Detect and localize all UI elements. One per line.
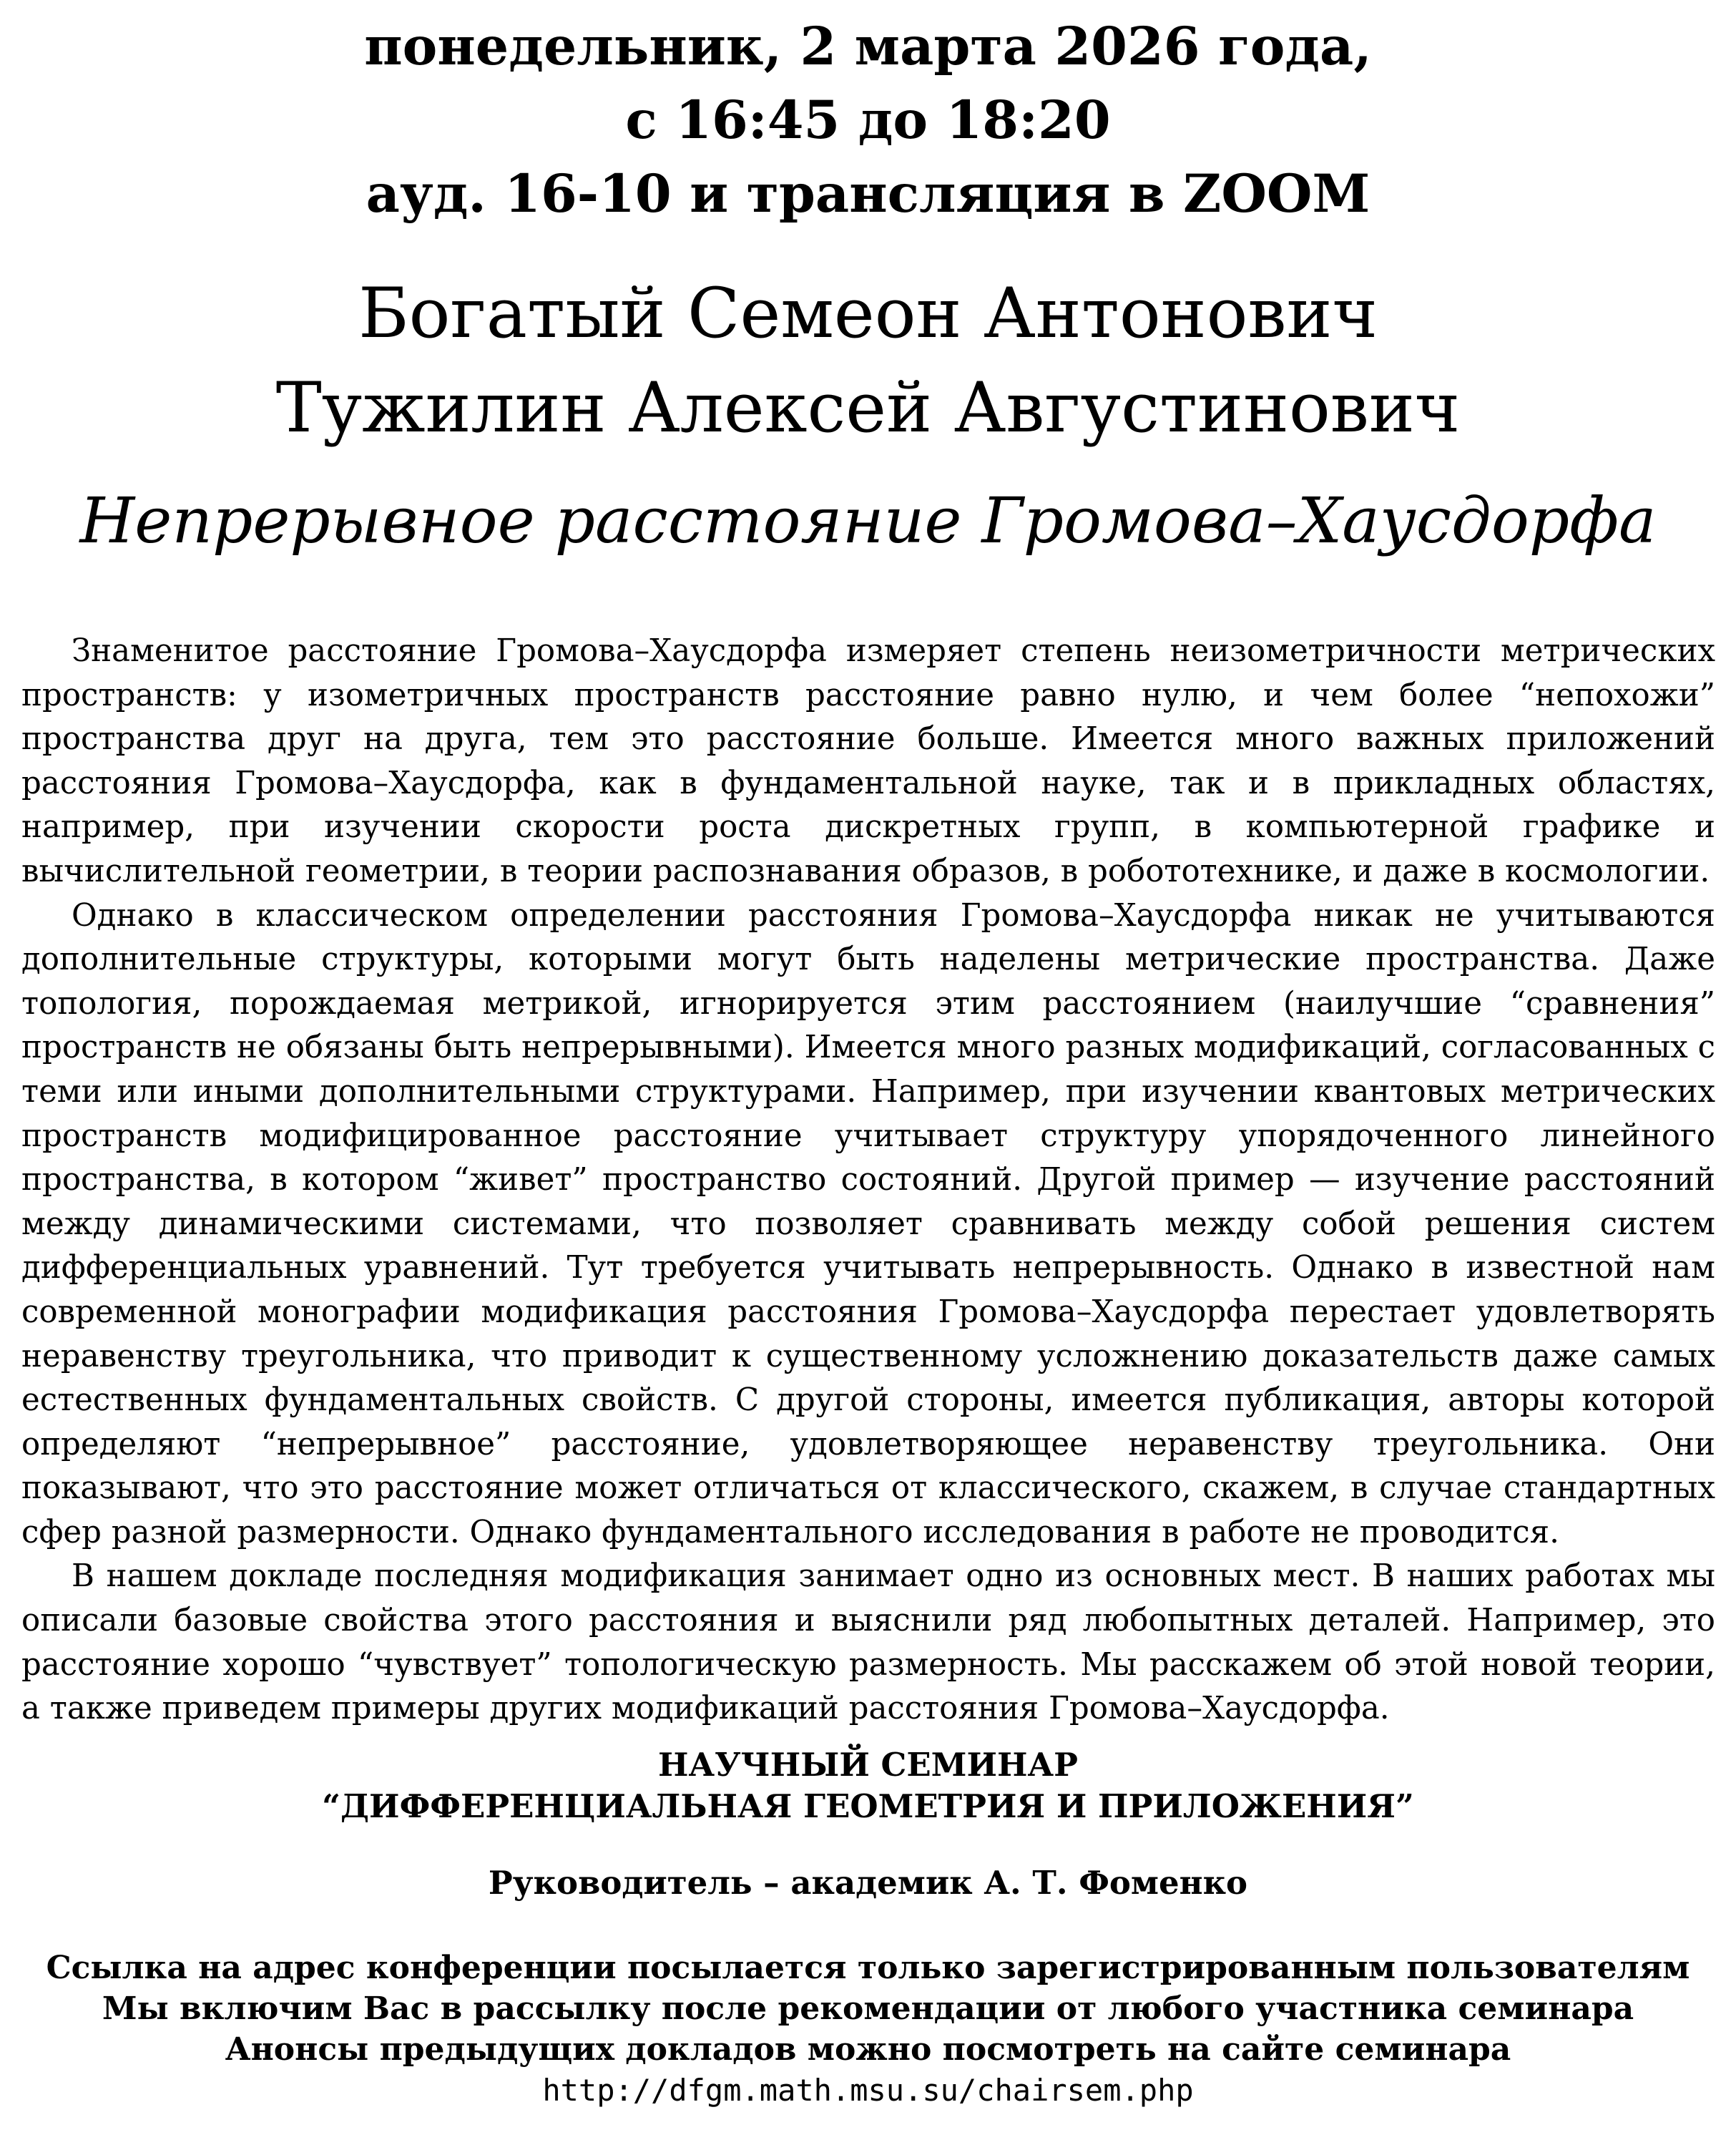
- abstract-paragraph: Однако в классическом определении расстояния Громова–Хаусдорфа никак не учитываются дополнительные структуры, которыми могут быть наделены метрические пространства. Даже топология, порождаемая метрикой, игнорируется этим расстоянием (наилучшие “сравнения” пространств не обязаны быть непрерывными). Имеется много разных модификаций, согласованных с теми или иными дополнительными структурами. Например, при изучении квантовых метрических пространств модифицированное расстояние учитывает структуру упорядоченного линейного пространства, в котором “живет” пространство состояний. Другой пример — изучение расстояний между динамическими системами, что позволяет сравнивать между собой решения систем дифференциальных уравнений. Тут требуется учитывать непрерывность. Однако в известной нам современной монографии модификация расстояния Громова–Хаусдорфа перестает удовлетворять неравенству треугольника, что приводит к существенному усложнению доказательств даже самых естественных фундаментальных свойств. С другой стороны, имеется публикация, авторы которой определяют “непрерывное” расстояние, удовлетворяющее неравенству треугольника. Они показывают, что это расстояние может отличаться от классического, скажем, в случае стандартных сфер разной размерности. Однако фундаментального исследования в работе не проводится.: [21, 897, 1715, 1550]
- abstract-paragraph: В нашем докладе последняя модификация занимает одно из основных мест. В наших работах мы описали базовые свойства этого расстояния и выяснили ряд любопытных деталей. Например, это расстояние хорошо “чувствует” топологическую размерность. Мы расскажем об этой новой теории, а также приведем примеры других модификаций расстояния Громова–Хаусдорфа.: [21, 1558, 1715, 1727]
- seminar-url-link[interactable]: http://dfgm.math.msu.su/chairsem.php: [542, 2073, 1194, 2108]
- info-line: Анонсы предыдущих докладов можно посмотреть на сайте семинара: [225, 2031, 1511, 2068]
- seminar-info: [0, 1948, 1736, 2070]
- speakers: [0, 266, 1736, 455]
- event-header: [0, 10, 1736, 231]
- event-location: ауд. 16-10 и трансляция в ZOOM: [366, 163, 1370, 225]
- seminar-head: Руководитель – академик А. Т. Фоменко: [488, 1864, 1248, 1902]
- seminar-title: “ДИФФЕРЕНЦИАЛЬНАЯ ГЕОМЕТРИЯ И ПРИЛОЖЕНИЯ”: [322, 1787, 1414, 1825]
- info-line: Ссылка на адрес конференции посылается только зарегистрированным пользователям: [46, 1950, 1690, 1986]
- speaker-name: Тужилин Алексей Августинович: [275, 368, 1461, 448]
- abstract-paragraph: Знаменитое расстояние Громова–Хаусдорфа измеряет степень неизометричности метрических пространств: у изометричных пространств расстояние равно нулю, и чем более “непохожи” пространства друг на друга, тем это расстояние больше. Имеется много важных приложений расстояния Громова–Хаусдорфа, как в фундаментальной науке, так и в прикладных областях, например, при изучении скорости роста дискретных групп, в компьютерной графике и вычислительной геометрии, в теории распознавания образов, в робототехнике, и даже в космологии.: [21, 633, 1715, 889]
- abstract: [21, 630, 1715, 1731]
- speaker-name: Богатый Семеон Антонович: [358, 273, 1378, 353]
- info-line: Мы включим Вас в рассылку после рекомендации от любого участника семинара: [102, 1990, 1634, 2027]
- talk-title: Непрерывное расстояние Громова–Хаусдорфа: [79, 484, 1657, 557]
- event-date: понедельник, 2 марта 2026 года,: [364, 16, 1372, 77]
- seminar-name: [0, 1744, 1736, 1827]
- event-time: с 16:45 до 18:20: [625, 89, 1111, 151]
- seminar-label: НАУЧНЫЙ СЕМИНАР: [658, 1746, 1078, 1784]
